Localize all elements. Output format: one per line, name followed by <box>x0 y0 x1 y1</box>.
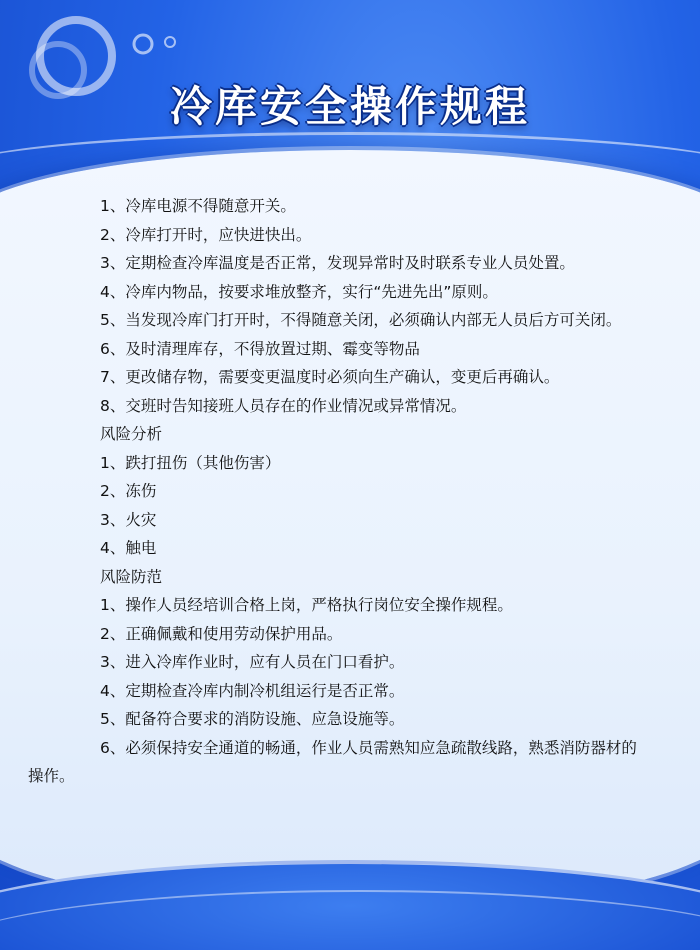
risk-prevention-item: 4、定期检查冷库内制冷机组运行是否正常。 <box>100 681 405 700</box>
rule-item: 4、冷库内物品，按要求堆放整齐，实行“先进先出”原则。 <box>100 282 498 301</box>
risk-analysis-item: 1、跌打扭伤（其他伤害） <box>100 453 281 472</box>
risk-prevention-item: 3、进入冷库作业时，应有人员在门口看护。 <box>100 653 405 671</box>
risk-analysis-item: 4、触电 <box>100 539 157 557</box>
risk-prevention-item: 5、配备符合要求的消防设施、应急设施等。 <box>100 710 405 728</box>
risk-analysis-item: 2、冻伤 <box>100 482 157 500</box>
risk-prevention-item: 2、正确佩戴和使用劳动保护用品。 <box>100 624 343 643</box>
page-title: 冷库安全操作规程 <box>169 82 530 131</box>
rule-item: 2、冷库打开时，应快进快出。 <box>100 225 312 244</box>
risk-prevention-item: 6、必须保持安全通道的畅通，作业人员需熟知应急疏散线路，熟悉消防器材的操作。 <box>28 738 637 785</box>
rule-item: 6、及时清理库存，不得放置过期、霉变等物品 <box>100 339 420 358</box>
content-body <box>28 192 648 791</box>
rule-item: 1、冷库电源不得随意开关。 <box>100 197 296 215</box>
rule-item: 3、定期检查冷库温度是否正常，发现异常时及时联系专业人员处置。 <box>100 254 575 272</box>
risk-analysis-item: 3、火灾 <box>100 510 157 529</box>
risk-prevention-heading: 风险防范 <box>100 567 163 586</box>
risk-analysis-heading: 风险分析 <box>100 425 163 443</box>
rule-item: 5、当发现冷库门打开时，不得随意关闭，必须确认内部无人员后方可关闭。 <box>100 311 622 329</box>
rule-item: 8、交班时告知接班人员存在的作业情况或异常情况。 <box>100 396 467 415</box>
rule-item: 7、更改储存物，需要变更温度时必须向生产确认，变更后再确认。 <box>100 368 560 386</box>
risk-prevention-item: 1、操作人员经培训合格上岗，严格执行岗位安全操作规程。 <box>100 596 513 614</box>
